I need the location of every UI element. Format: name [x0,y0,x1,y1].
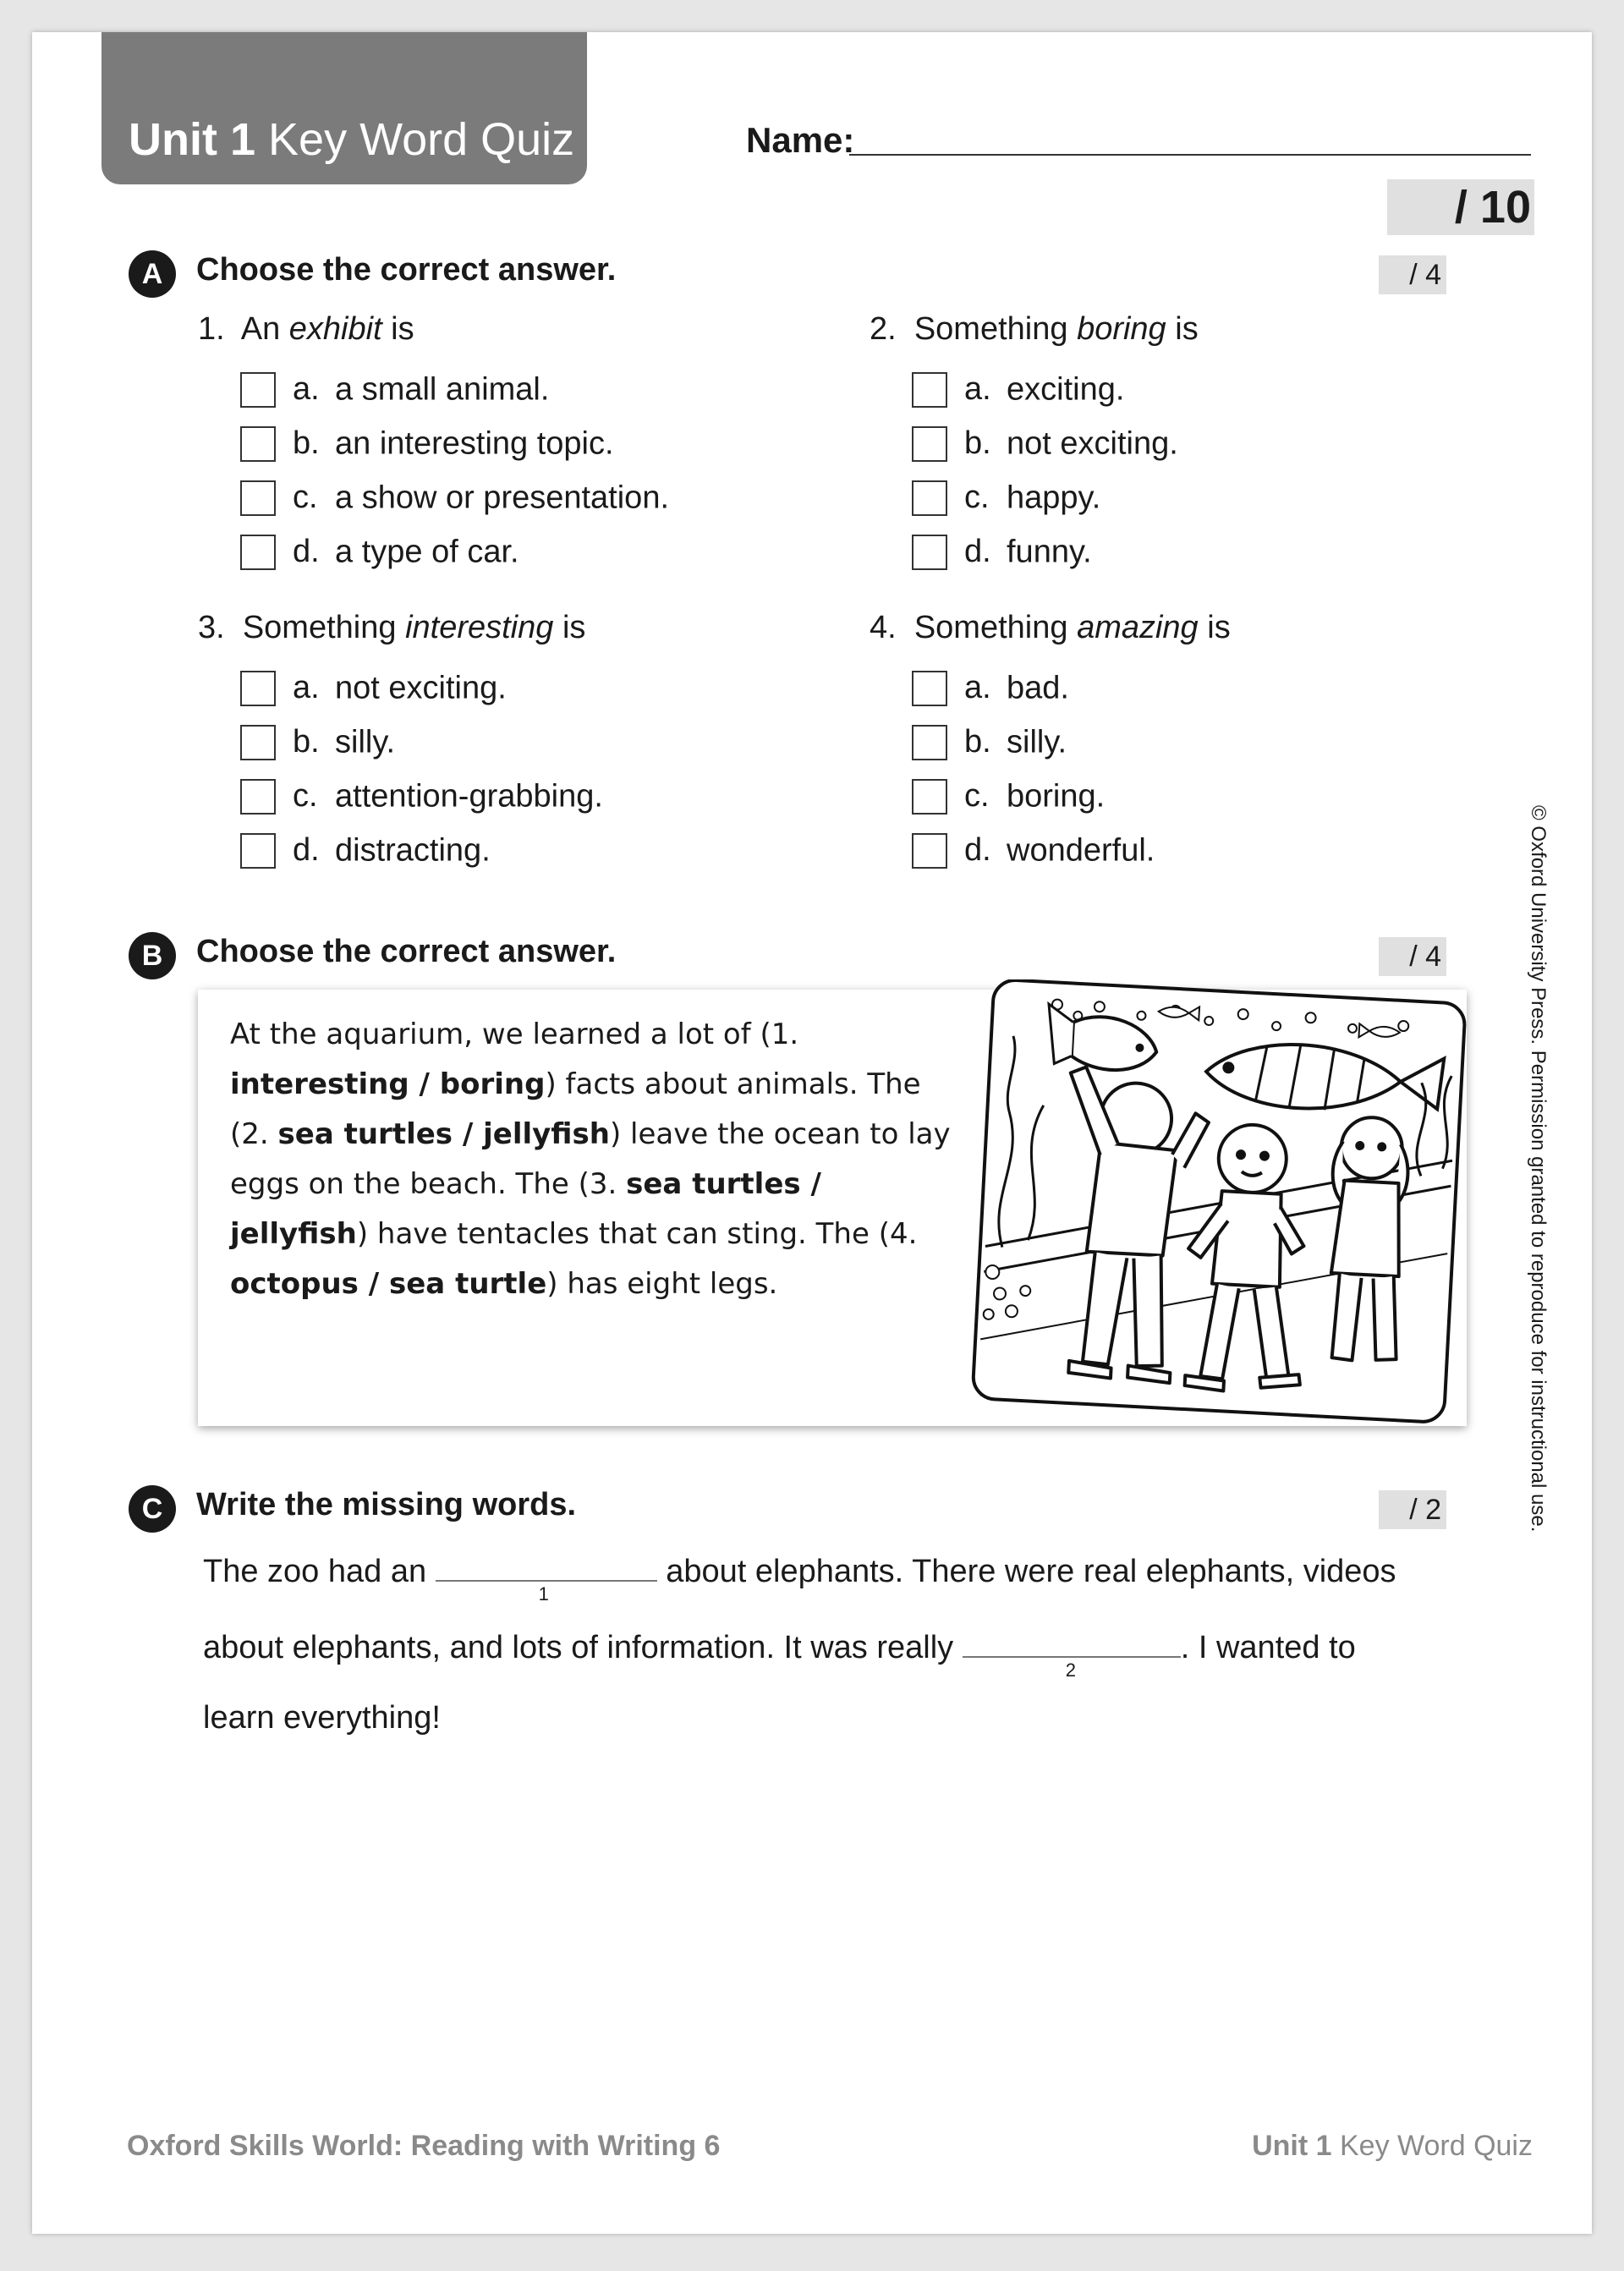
checkbox[interactable] [912,535,947,570]
option-2c[interactable] [912,479,1178,521]
option-text: bad. [1007,670,1069,706]
fill-in-line-2 [203,1624,1356,1681]
question-number: 2. [870,311,897,347]
option-3a[interactable] [240,669,603,711]
passage-segment: ) facts about animals. The (2. [230,1067,921,1151]
option-letter: a. [964,670,991,706]
aquarium-illustration [971,979,1470,1426]
option-1c[interactable] [240,479,669,521]
option-3b[interactable] [240,723,603,765]
question-4-options [912,669,1155,874]
option-4c[interactable] [912,777,1155,820]
total-score-box: / 10 [1387,179,1534,235]
option-text: attention-grabbing. [335,778,603,815]
option-letter: a. [964,371,991,408]
checkbox[interactable] [240,480,276,516]
stem-text: is [381,311,414,347]
question-number: 1. [198,311,225,347]
passage-segment: ) have tentacles that can sting. The (4. [356,1217,918,1251]
section-a-instruction: Choose the correct answer. [196,252,617,288]
choice-3[interactable]: sea turtles / jellyfish [230,1167,821,1251]
footer-quiz-title [1216,2130,1533,2163]
sentence-text: The zoo had an [203,1554,427,1589]
section-c-badge: C [129,1485,176,1533]
section-a-badge: A [129,250,176,298]
fill-in-line-3: learn everything! [203,1700,441,1736]
checkbox[interactable] [912,725,947,760]
option-letter: b. [293,425,320,462]
option-letter: a. [293,371,320,408]
passage-segment: At the aquarium, we learned a lot of (1. [230,1018,799,1051]
option-text: not exciting. [1007,425,1178,462]
footer-quiz-label: Key Word Quiz [1339,2130,1533,2162]
checkbox[interactable] [240,779,276,815]
option-2a[interactable] [912,370,1178,413]
option-4b[interactable] [912,723,1155,765]
option-text: silly. [335,724,396,760]
checkbox[interactable] [912,426,947,462]
option-text: a type of car. [335,534,519,570]
sentence-text: . I wanted to [1180,1630,1356,1665]
option-2d[interactable] [912,533,1178,575]
stem-text: An [240,311,289,347]
footer-book-title [127,2130,720,2163]
section-a-score: / 4 [1379,255,1446,294]
checkbox[interactable] [240,535,276,570]
fill-in-line-1 [203,1548,1396,1605]
sentence-text: about elephants, and lots of information. It was really [203,1630,954,1665]
option-3d[interactable] [240,831,603,874]
section-b-badge: B [129,932,176,979]
checkbox[interactable] [912,671,947,706]
passage-text [230,1010,966,1309]
option-1a[interactable] [240,370,669,413]
worksheet-page [32,32,1592,2234]
checkbox[interactable] [240,725,276,760]
checkbox[interactable] [240,426,276,462]
option-text: boring. [1007,778,1106,815]
blank-number: 2 [1065,1659,1076,1681]
checkbox[interactable] [240,833,276,869]
keyword: interesting [405,610,554,645]
option-letter: b. [293,724,320,760]
option-letter: c. [964,480,990,516]
blank-number: 1 [538,1583,549,1605]
copyright-notice: © Oxford University Press. Permission granted to reproduce for instructional use. [1527,805,1550,1533]
checkbox[interactable] [912,833,947,869]
page-title [129,113,574,166]
section-c-instruction: Write the missing words. [196,1487,577,1522]
unit-label: Unit 1 [129,114,256,165]
keyword: boring [1077,311,1166,347]
option-text: a small animal. [335,371,550,408]
passage-segment: ) has eight legs. [546,1267,778,1301]
book-title: Oxford Skills World: Reading with Writing 6 [127,2130,721,2162]
section-b-instruction: Choose the correct answer. [196,934,617,969]
option-letter: c. [293,778,318,815]
name-field[interactable] [849,154,1531,156]
question-4-stem [870,610,1231,646]
question-1-options [240,370,669,575]
option-text: exciting. [1007,371,1125,408]
option-4d[interactable] [912,831,1155,874]
stem-text: is [553,610,586,645]
option-text: distracting. [335,832,491,869]
option-4a[interactable] [912,669,1155,711]
stem-text: Something [914,610,1078,645]
option-text: happy. [1007,480,1101,516]
option-1d[interactable] [240,533,669,575]
option-letter: d. [964,534,991,570]
option-letter: d. [293,832,320,869]
option-letter: b. [964,724,991,760]
sentence-text: about elephants. There were real elephants, videos [666,1554,1396,1589]
option-2b[interactable] [912,425,1178,467]
option-letter: c. [293,480,318,516]
footer-unit-label: Unit 1 [1252,2130,1332,2162]
passage-segment: ) leave the ocean to lay eggs on the beach. The (3. [230,1117,951,1201]
stem-text: is [1198,610,1231,645]
question-number: 4. [870,610,897,645]
stem-text: Something [242,610,406,645]
question-3-stem [198,610,585,646]
option-letter: d. [964,832,991,869]
keyword: exhibit [288,311,382,347]
option-letter: a. [293,670,320,706]
question-2-options [912,370,1178,575]
section-b-score: / 4 [1379,937,1446,976]
option-text: funny. [1007,534,1092,570]
checkbox[interactable] [912,480,947,516]
option-text: wonderful. [1007,832,1155,869]
stem-text: Something [914,311,1078,347]
question-number: 3. [198,610,225,645]
blank-1[interactable] [436,1548,657,1605]
option-text: an interesting topic. [335,425,614,462]
checkbox[interactable] [240,671,276,706]
choice-2[interactable]: sea turtles / jellyfish [277,1117,610,1151]
option-letter: c. [964,778,990,815]
checkbox[interactable] [240,372,276,408]
option-text: a show or presentation. [335,480,670,516]
name-label: Name: [746,120,855,160]
option-text: not exciting. [335,670,507,706]
question-3-options [240,669,603,874]
quiz-title: Key Word Quiz [268,114,575,165]
blank-2[interactable] [963,1624,1181,1681]
option-1b[interactable] [240,425,669,467]
choice-1[interactable]: interesting / boring [230,1067,546,1101]
option-3c[interactable] [240,777,603,820]
checkbox[interactable] [912,372,947,408]
keyword: amazing [1077,610,1199,645]
question-2-stem [870,311,1199,348]
option-text: silly. [1007,724,1067,760]
section-c-score: / 2 [1379,1490,1446,1529]
title-tab [102,32,587,184]
checkbox[interactable] [912,779,947,815]
question-1-stem [198,311,414,348]
stem-text: is [1166,311,1199,347]
option-letter: b. [964,425,991,462]
option-letter: d. [293,534,320,570]
choice-4[interactable]: octopus / sea turtle [230,1267,547,1301]
